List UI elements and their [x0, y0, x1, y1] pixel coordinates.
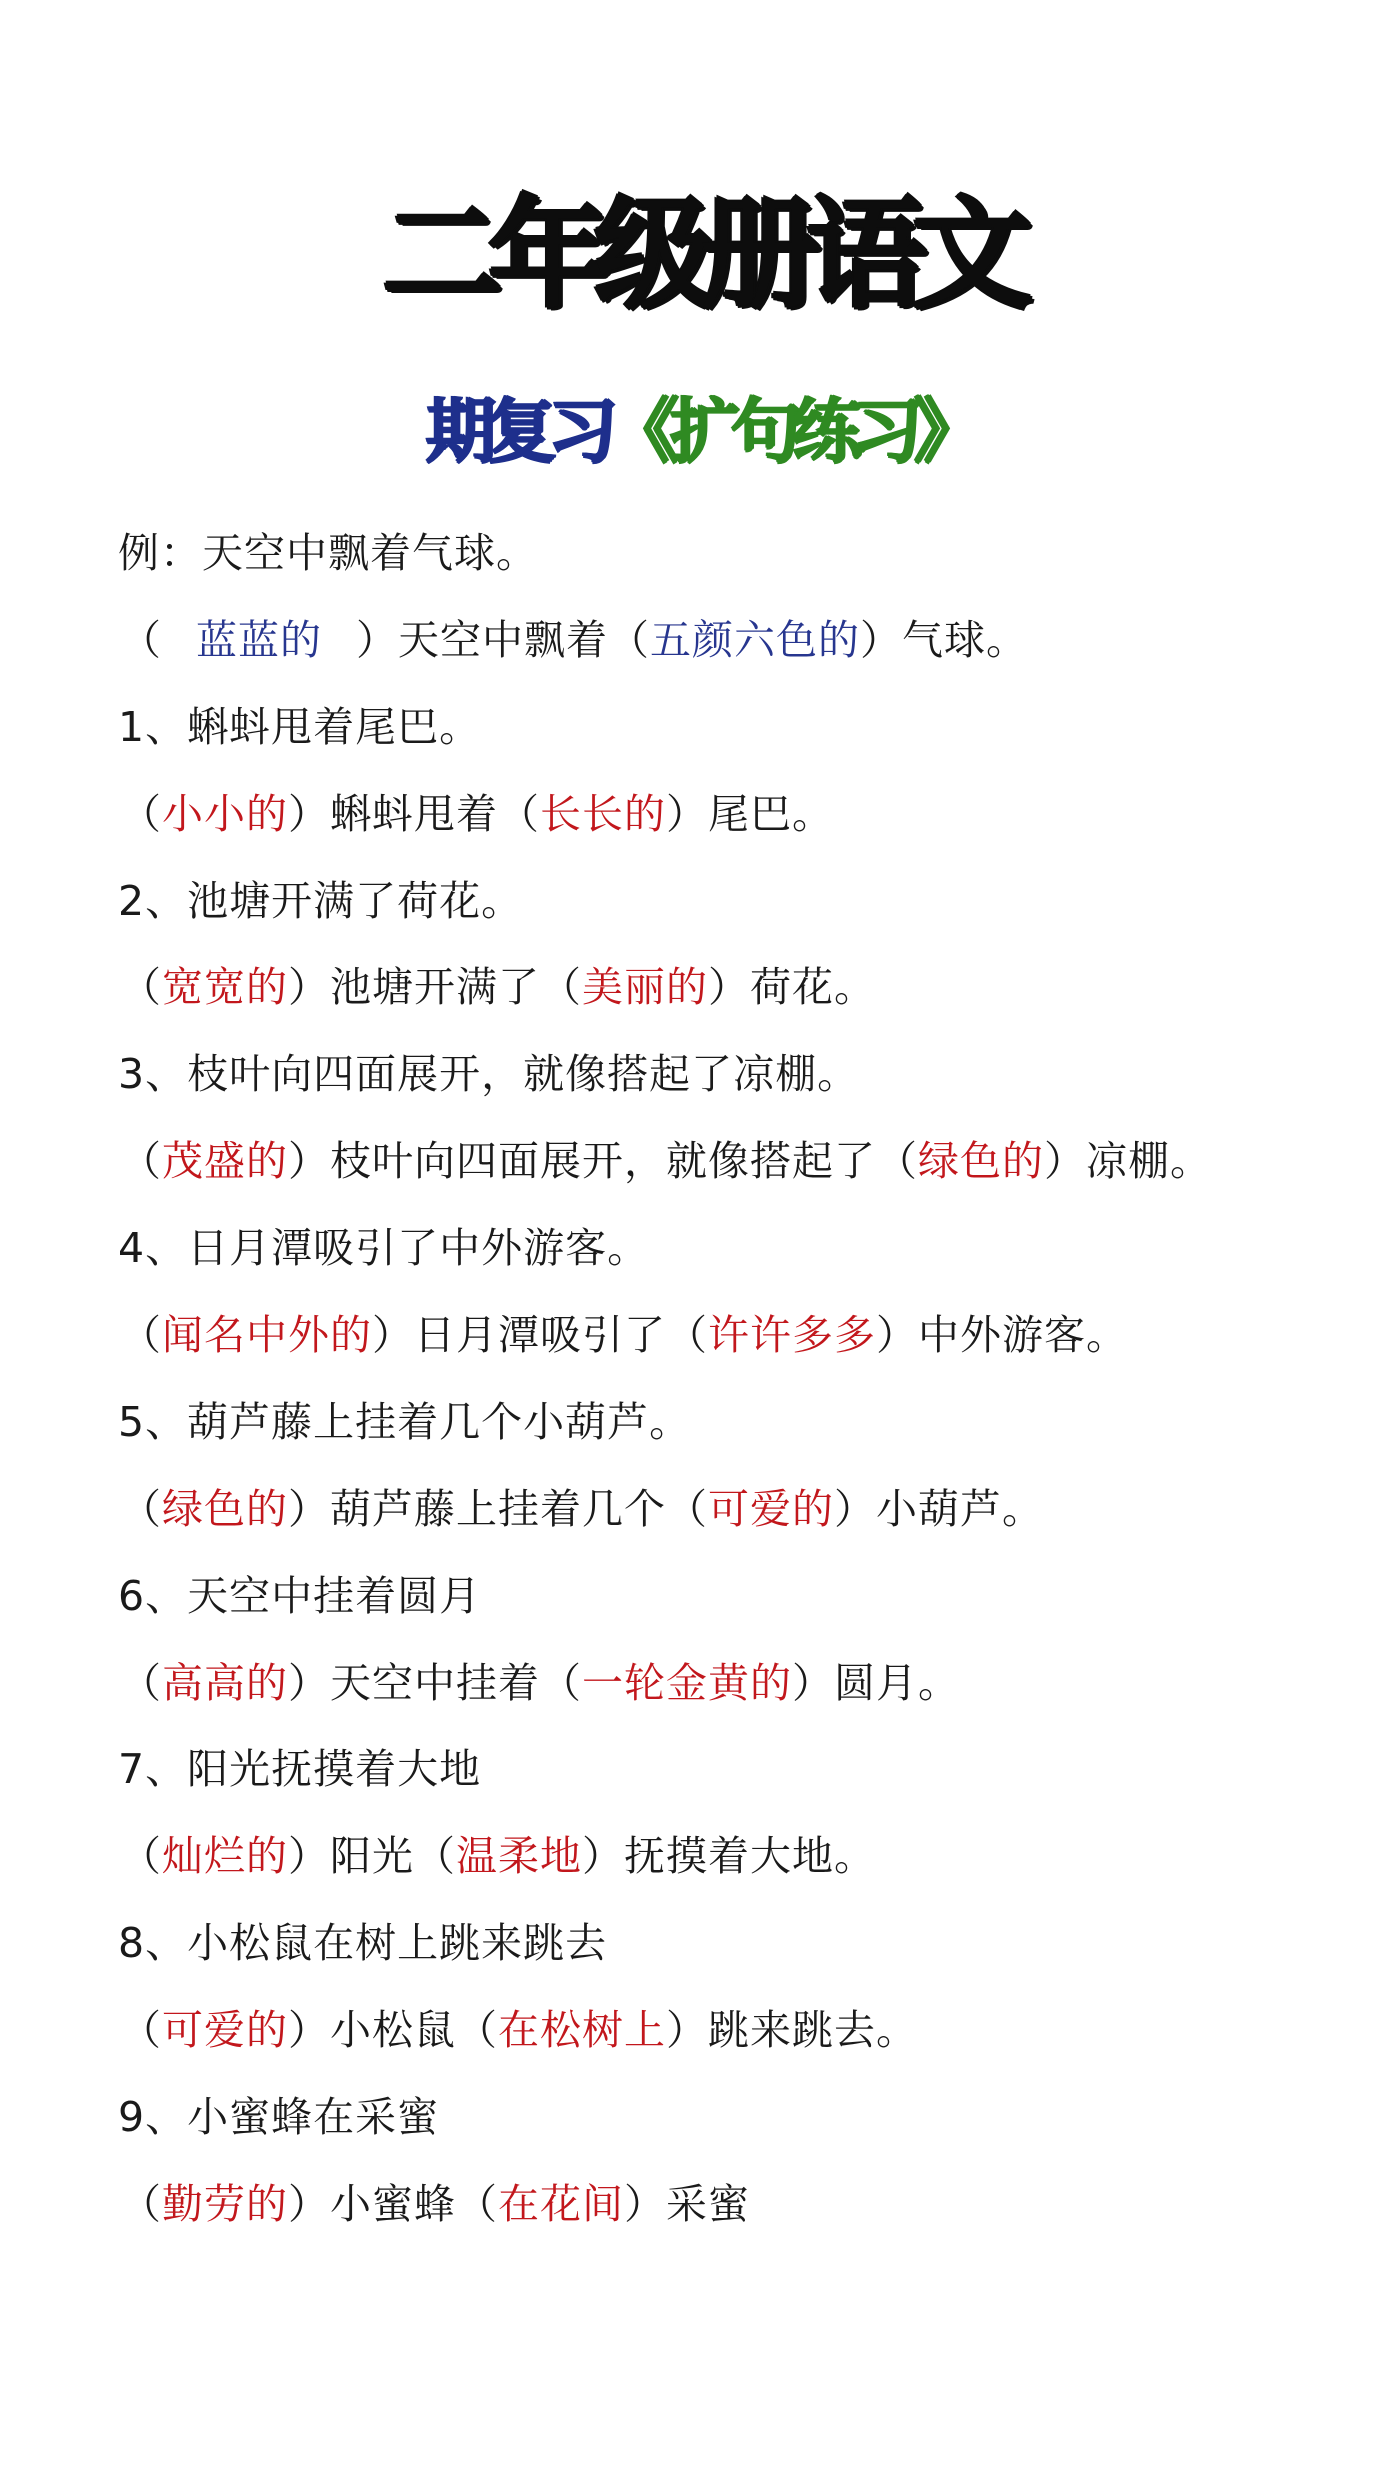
exercise-answer — [118, 1640, 1358, 1727]
exercise-answer — [118, 1118, 1358, 1205]
answer-fill-1: 茂盛的 — [162, 1137, 288, 1186]
answer-fill-2: 一轮金黄的 — [582, 1658, 792, 1707]
example-answer — [118, 597, 1358, 684]
answer-fill-2: 绿色的 — [918, 1137, 1044, 1186]
answer-end-text: 圆月。 — [834, 1658, 960, 1707]
answer-end-text: 采蜜 — [666, 2179, 750, 2228]
bracket-open: （ — [120, 1137, 162, 1186]
exercise-answer — [118, 771, 1358, 858]
answer-fill-2: 美丽的 — [582, 963, 708, 1012]
bracket-open: （ — [120, 615, 162, 664]
bracket-open: （ — [876, 1137, 918, 1186]
answer-fill-1: 小小的 — [162, 789, 288, 838]
answer-fill-1: 灿烂的 — [162, 1832, 288, 1881]
answer-end-text: 气球。 — [902, 615, 1028, 664]
bracket-close: ） — [666, 789, 708, 838]
answer-fill-2: 许许多多 — [708, 1311, 876, 1360]
bracket-close: ） — [582, 1832, 624, 1881]
subtitle-book-title: 《扩句练习》 — [608, 390, 975, 472]
exercise-question: 4、日月潭吸引了中外游客。 — [118, 1224, 650, 1273]
answer-fill-1: 闻名中外的 — [162, 1311, 372, 1360]
bracket-open: （ — [414, 1832, 456, 1881]
bracket-close: ） — [356, 615, 398, 664]
bracket-open: （ — [540, 963, 582, 1012]
bracket-open: （ — [666, 1311, 708, 1360]
exercise-list — [118, 510, 1358, 2248]
answer-middle-text: 蝌蚪甩着 — [330, 789, 498, 838]
answer-fill-1: 宽宽的 — [162, 963, 288, 1012]
exercise-question: 6、天空中挂着圆月 — [118, 1571, 482, 1620]
answer-middle-text: 天空中飘着 — [398, 615, 608, 664]
example-question: 例：天空中飘着气球。 — [118, 529, 538, 577]
answer-end-text: 抚摸着大地。 — [624, 1832, 876, 1881]
answer-middle-text: 枝叶向四面展开，就像搭起了 — [330, 1137, 876, 1186]
bracket-close: ） — [288, 1137, 330, 1186]
bracket-open: （ — [666, 1484, 708, 1533]
bracket-open: （ — [456, 2179, 498, 2228]
bracket-open: （ — [608, 615, 650, 664]
page-title: 二年级册语文 — [382, 186, 1018, 325]
answer-end-text: 荷花。 — [750, 963, 876, 1012]
bracket-open: （ — [456, 2006, 498, 2055]
bracket-close: ） — [288, 2006, 330, 2055]
bracket-open: （ — [540, 1658, 582, 1707]
answer-fill-1: 可爱的 — [162, 2006, 288, 2055]
answer-end-text: 中外游客。 — [918, 1311, 1128, 1360]
bracket-open: （ — [120, 789, 162, 838]
bracket-open: （ — [120, 1832, 162, 1881]
answer-middle-text: 小蜜蜂 — [330, 2179, 456, 2228]
bracket-open: （ — [120, 1658, 162, 1707]
bracket-close: ） — [288, 2179, 330, 2228]
bracket-close: ） — [288, 963, 330, 1012]
answer-fill-2: 可爱的 — [708, 1484, 834, 1533]
bracket-open: （ — [120, 2179, 162, 2228]
bracket-open: （ — [120, 1311, 162, 1360]
answer-end-text: 小葫芦。 — [876, 1484, 1044, 1533]
exercise-question: 8、小松鼠在树上跳来跳去 — [118, 1919, 608, 1968]
bracket-close: ） — [860, 615, 902, 664]
exercise-question: 9、小蜜蜂在采蜜 — [118, 2093, 440, 2142]
bracket-close: ） — [288, 1484, 330, 1533]
bracket-open: （ — [498, 789, 540, 838]
exercise-question: 7、阳光抚摸着大地 — [118, 1745, 482, 1794]
bracket-open: （ — [120, 1484, 162, 1533]
answer-middle-text: 池塘开满了 — [330, 963, 540, 1012]
bracket-open: （ — [120, 963, 162, 1012]
answer-end-text: 凉棚。 — [1086, 1137, 1212, 1186]
answer-fill-2: 温柔地 — [456, 1832, 582, 1881]
answer-fill-2: 在松树上 — [498, 2006, 666, 2055]
exercise-question: 3、枝叶向四面展开，就像搭起了凉棚。 — [118, 1050, 860, 1099]
exercise-question: 5、葫芦藤上挂着几个小葫芦。 — [118, 1397, 692, 1446]
bracket-close: ） — [624, 2179, 666, 2228]
answer-fill-1: 绿色的 — [162, 1484, 288, 1533]
bracket-close: ） — [876, 1311, 918, 1360]
answer-middle-text: 日月潭吸引了 — [414, 1311, 666, 1360]
answer-middle-text: 小松鼠 — [330, 2006, 456, 2055]
example-fill-2: 五颜六色的 — [650, 615, 860, 664]
bracket-close: ） — [1044, 1137, 1086, 1186]
answer-fill-1: 高高的 — [162, 1658, 288, 1707]
exercise-question: 1、蝌蚪甩着尾巴。 — [118, 702, 482, 751]
answer-fill-2: 长长的 — [540, 789, 666, 838]
answer-middle-text: 阳光 — [330, 1832, 414, 1881]
answer-end-text: 跳来跳去。 — [708, 2006, 918, 2055]
page-subtitle — [0, 390, 1400, 472]
exercise-answer — [118, 2161, 1358, 2248]
exercise-answer — [118, 944, 1358, 1031]
bracket-close: ） — [666, 2006, 708, 2055]
bracket-close: ） — [288, 1658, 330, 1707]
answer-fill-1: 勤劳的 — [162, 2179, 288, 2228]
answer-middle-text: 天空中挂着 — [330, 1658, 540, 1707]
bracket-open: （ — [120, 2006, 162, 2055]
exercise-question: 2、池塘开满了荷花。 — [118, 876, 524, 925]
bracket-close: ） — [708, 963, 750, 1012]
subtitle-prefix: 期复习 — [425, 390, 609, 472]
answer-fill-2: 在花间 — [498, 2179, 624, 2228]
bracket-close: ） — [288, 1832, 330, 1881]
bracket-close: ） — [372, 1311, 414, 1360]
answer-end-text: 尾巴。 — [708, 789, 834, 838]
exercise-answer — [118, 1987, 1358, 2074]
bracket-close: ） — [288, 789, 330, 838]
exercise-answer — [118, 1292, 1358, 1379]
example-fill-1: 蓝蓝的 — [196, 615, 322, 664]
bracket-close: ） — [834, 1484, 876, 1533]
answer-middle-text: 葫芦藤上挂着几个 — [330, 1484, 666, 1533]
bracket-close: ） — [792, 1658, 834, 1707]
exercise-answer — [118, 1466, 1358, 1553]
exercise-answer — [118, 1813, 1358, 1900]
